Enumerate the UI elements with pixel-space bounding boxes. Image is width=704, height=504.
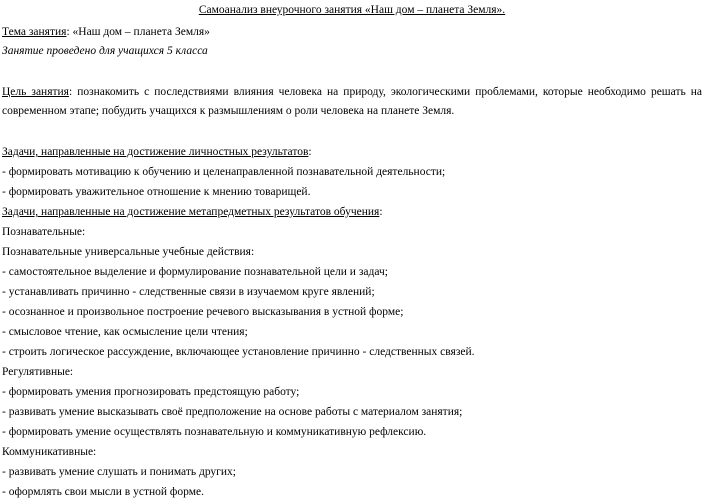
personal-heading-text: Задачи, направленные на достижение личностных результатов <box>2 146 309 158</box>
goal-line-2: современном этапе; побудить учащихся к размышлениям о роли человека на планете Земля. <box>2 105 455 117</box>
audience-line: Занятие проведено для учащихся 5 класса <box>2 45 208 57</box>
list-item: - устанавливать причинно - следственные связи в изучаемом круге явлений; <box>2 286 375 298</box>
personal-heading <box>2 145 312 159</box>
list-item: - формировать умения прогнозировать предстоящую работу; <box>2 386 300 398</box>
list-item: - оформлять свои мысли в устной форме. <box>2 486 204 498</box>
title-text: Самоанализ внеурочного занятия «Наш дом – планета Земля». <box>198 4 506 16</box>
list-item: - развивать умение слушать и понимать других; <box>2 466 236 478</box>
meta-heading <box>2 205 383 219</box>
cognitive-label: Познавательные: <box>2 226 86 238</box>
cognitive-sub: Познавательные универсальные учебные действия: <box>2 246 255 258</box>
topic-value: : «Наш дом – планета Земля» <box>66 26 210 38</box>
meta-heading-text: Задачи, направленные на достижение метапредметных результатов обучения <box>2 206 380 218</box>
document-title <box>0 3 704 17</box>
list-item: - смысловое чтение, как осмысление цели чтения; <box>2 326 248 338</box>
list-item: - развивать умение высказывать своё предположение на основе работы с материалом занятия; <box>2 406 463 418</box>
personal-heading-colon: : <box>308 146 312 158</box>
list-item: - формировать мотивацию к обучению и целенаправленной познавательной деятельности; <box>2 166 446 178</box>
topic-line <box>2 25 210 39</box>
goal-text-1: : познакомить с последствиями влияния человека на природу, экологическими проблемами, которые необходимо решать на <box>68 86 703 98</box>
meta-heading-colon: : <box>379 206 383 218</box>
regulative-label: Регулятивные: <box>2 366 74 378</box>
topic-label: Тема занятия <box>2 26 67 38</box>
communicative-label: Коммуникативные: <box>2 446 97 458</box>
goal-label: Цель занятия <box>2 86 69 98</box>
goal-line-1 <box>2 85 702 99</box>
list-item: - формировать умение осуществлять познавательную и коммуникативную рефлексию. <box>2 426 427 438</box>
list-item: - формировать уважительное отношение к мнению товарищей. <box>2 186 311 198</box>
list-item: - строить логическое рассуждение, включающее установление причинно - следственных связей. <box>2 346 475 358</box>
list-item: - осознанное и произвольное построение речевого высказывания в устной форме; <box>2 306 404 318</box>
list-item: - самостоятельное выделение и формулирование познавательной цели и задач; <box>2 266 388 278</box>
